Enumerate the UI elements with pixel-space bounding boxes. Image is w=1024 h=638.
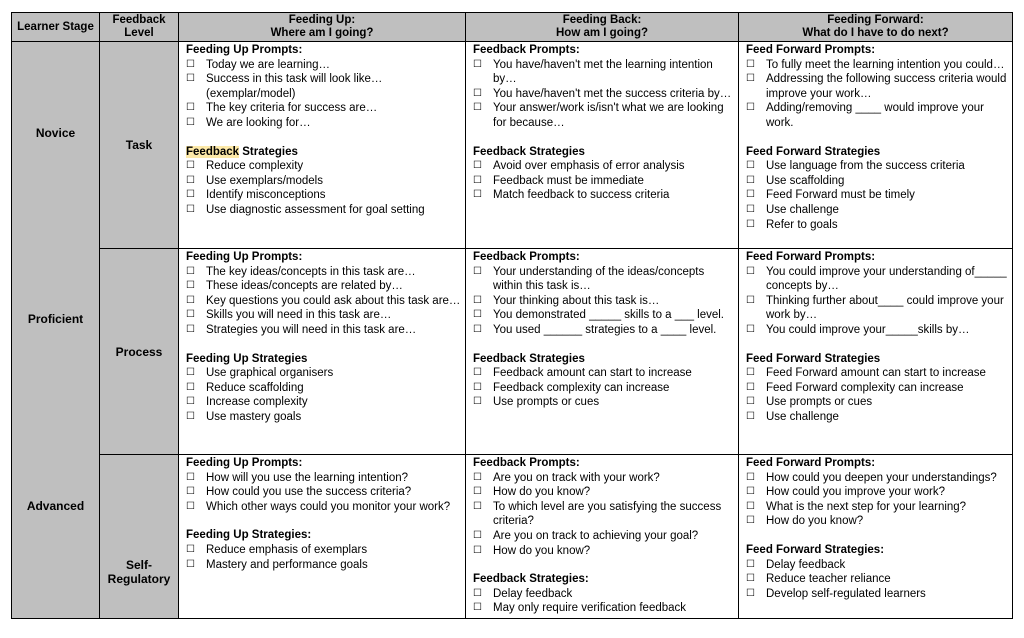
- prompts-heading: Feedback Prompts:: [473, 44, 580, 56]
- prompts-heading: Feed Forward Prompts:: [746, 44, 876, 56]
- checkbox-icon: ☐: [473, 102, 482, 114]
- list-item: [746, 485, 1008, 500]
- list-item: [186, 159, 461, 174]
- self-regulatory-feeding-back-cell: [466, 455, 739, 619]
- strategies-heading: [473, 352, 734, 367]
- list-item-text: We are looking for…: [206, 116, 311, 129]
- list-item-text: Success in this task will look like…(exemplar/model): [206, 73, 383, 100]
- list-item: [746, 514, 1008, 529]
- list-item: [186, 294, 461, 309]
- cell-content: [179, 42, 465, 218]
- process-feeding-forward-cell: [739, 249, 1013, 455]
- list-item-text: To which level are you satisfying the success criteria?: [493, 500, 722, 528]
- list-item-text: Use mastery goals: [206, 410, 302, 423]
- checkbox-icon: ☐: [473, 396, 482, 408]
- checkbox-icon: ☐: [473, 58, 482, 70]
- list-item: [473, 485, 734, 500]
- list-item-text: Today we are learning…: [206, 58, 331, 71]
- task-feeding-up-cell: [179, 42, 466, 249]
- list-item: [473, 366, 734, 381]
- list-item-text: Your answer/work is/isn't what we are looking for because…: [493, 102, 724, 129]
- list-item: [186, 101, 461, 116]
- strategies-heading-text: Feeding Up Strategies: [186, 352, 308, 365]
- checkbox-icon: ☐: [186, 558, 195, 570]
- prompts-heading: Feeding Up Prompts:: [186, 44, 303, 56]
- list-item-text: Feed Forward complexity can increase: [766, 381, 964, 394]
- checkbox-icon: ☐: [186, 58, 195, 70]
- list-item: [746, 188, 1008, 203]
- list-item-text: Use prompts or cues: [493, 396, 600, 409]
- checkbox-icon: ☐: [186, 203, 195, 215]
- cell-content: [179, 249, 465, 425]
- list-item: [473, 87, 734, 102]
- list-item: [186, 471, 461, 486]
- checkbox-icon: ☐: [186, 471, 195, 483]
- list-item-text: To fully meet the learning intention you could…: [766, 58, 1005, 71]
- list-item: [746, 395, 1008, 410]
- list-item: [473, 381, 734, 396]
- list-item-text: Use diagnostic assessment for goal setting: [206, 203, 425, 216]
- list-item-text: Match feedback to success criteria: [493, 189, 670, 202]
- list-item: [746, 174, 1008, 189]
- list-item-text: Use graphical organisers: [206, 367, 334, 380]
- list-item-text: Feed Forward must be timely: [766, 189, 915, 202]
- list-item-text: Increase complexity: [206, 396, 308, 409]
- list-item-text: Mastery and performance goals: [206, 558, 368, 571]
- checkbox-icon: ☐: [746, 573, 755, 585]
- strategies-heading-text: Strategies: [239, 145, 298, 158]
- checkbox-icon: ☐: [473, 189, 482, 201]
- spacer: [473, 338, 734, 352]
- prompts-heading: Feedback Prompts:: [473, 457, 580, 469]
- list-item-text: Are you on track with your work?: [493, 471, 660, 484]
- list-item: [186, 174, 461, 189]
- list-item-text: Identify misconceptions: [206, 189, 326, 202]
- list-item: [186, 308, 461, 323]
- checkbox-icon: ☐: [746, 73, 755, 85]
- cell-content: [739, 249, 1012, 425]
- self-regulatory-feeding-forward-cell: [739, 455, 1013, 619]
- list-item: [473, 308, 734, 323]
- list-item: [186, 203, 461, 218]
- list-item-text: Feed Forward amount can start to increase: [766, 367, 986, 380]
- learner-stage-column: [12, 42, 100, 619]
- list-item-text: These ideas/concepts are related by…: [206, 280, 403, 293]
- checkbox-icon: ☐: [473, 486, 482, 498]
- list-item-text: Your understanding of the ideas/concepts within this task is…: [493, 265, 705, 293]
- checkbox-icon: ☐: [746, 515, 755, 527]
- list-item-text: You used ______ strategies to a ____ level.: [493, 323, 717, 336]
- checkbox-icon: ☐: [746, 471, 755, 483]
- list-item: [473, 500, 734, 529]
- list-item: [473, 294, 734, 309]
- strategies-heading: [186, 528, 461, 543]
- list-item-text: Avoid over emphasis of error analysis: [493, 160, 685, 173]
- checkbox-icon: ☐: [473, 587, 482, 599]
- list-item-text: You could improve your_____skills by…: [766, 323, 970, 336]
- list-item-text: How do you know?: [493, 486, 591, 499]
- list-item-text: Use language from the success criteria: [766, 160, 965, 173]
- list-item-text: Delay feedback: [493, 587, 573, 600]
- list-item: [473, 601, 734, 616]
- task-feeding-back-cell: [466, 42, 739, 249]
- list-item: [473, 159, 734, 174]
- list-item: [473, 323, 734, 338]
- list-item-text: You have/haven't met the learning intention by…: [493, 58, 713, 86]
- checkbox-icon: ☐: [186, 174, 195, 186]
- list-item: [186, 485, 461, 500]
- list-item-text: You have/haven't met the success criteria by…: [493, 87, 732, 100]
- checkbox-icon: ☐: [186, 265, 195, 277]
- header-feeding-back: Feeding Back: How am I going?: [466, 13, 739, 42]
- list-item-text: What is the next step for your learning?: [766, 500, 967, 513]
- list-item: [186, 72, 461, 101]
- strategies-heading: [186, 352, 461, 367]
- list-item: [746, 381, 1008, 396]
- checkbox-icon: ☐: [186, 309, 195, 321]
- header-feeding-forward: Feeding Forward: What do I have to do next?: [739, 13, 1013, 42]
- self-regulatory-feeding-up-cell: [179, 455, 466, 619]
- checkbox-icon: ☐: [186, 280, 195, 292]
- checkbox-icon: ☐: [473, 500, 482, 512]
- list-item: [186, 366, 461, 381]
- list-item: [473, 529, 734, 544]
- list-item: [186, 395, 461, 410]
- list-item: [746, 101, 1008, 130]
- prompts-heading: Feeding Up Prompts:: [186, 251, 303, 263]
- spacer: [473, 131, 734, 145]
- list-item: [746, 366, 1008, 381]
- list-item-text: Thinking further about____ could improve your work by…: [766, 294, 1004, 322]
- strategies-heading: [746, 543, 1008, 558]
- list-item-text: Use prompts or cues: [766, 396, 873, 409]
- list-item-text: Reduce teacher reliance: [766, 573, 891, 586]
- checkbox-icon: ☐: [746, 58, 755, 70]
- list-item: [746, 265, 1008, 294]
- checkbox-icon: ☐: [473, 529, 482, 541]
- table-row: [12, 455, 1013, 619]
- list-item: [186, 500, 461, 515]
- list-item-text: How could you deepen your understandings?: [766, 471, 997, 484]
- checkbox-icon: ☐: [746, 294, 755, 306]
- list-item: [473, 188, 734, 203]
- list-item-text: Feedback amount can start to increase: [493, 367, 692, 380]
- list-item-text: Skills you will need in this task are…: [206, 309, 392, 322]
- list-item-text: May only require verification feedback: [493, 602, 687, 615]
- list-item-text: Feedback must be immediate: [493, 174, 644, 187]
- stage-novice: Novice: [35, 126, 76, 140]
- strategies-heading: [473, 572, 734, 587]
- highlighted-word: Feedback: [186, 145, 240, 158]
- spacer: [746, 529, 1008, 543]
- prompts-heading: Feedback Prompts:: [473, 251, 580, 263]
- list-item: [746, 58, 1008, 73]
- checkbox-icon: ☐: [746, 381, 755, 393]
- checkbox-icon: ☐: [746, 102, 755, 114]
- checkbox-icon: ☐: [473, 544, 482, 556]
- feedback-level-task: Task: [100, 42, 179, 249]
- strategies-heading: [746, 145, 1008, 160]
- checkbox-icon: ☐: [746, 396, 755, 408]
- list-item: [186, 116, 461, 131]
- list-item-text: Which other ways could you monitor your work?: [206, 500, 451, 513]
- checkbox-icon: ☐: [473, 174, 482, 186]
- list-item: [746, 558, 1008, 573]
- list-item-text: You could improve your understanding of_____ concepts by…: [766, 265, 1007, 293]
- list-item-text: Use scaffolding: [766, 174, 845, 187]
- list-item: [473, 544, 734, 559]
- cell-content: [739, 42, 1012, 232]
- spacer: [746, 338, 1008, 352]
- strategies-heading: [186, 145, 461, 160]
- list-item: [473, 174, 734, 189]
- header-feeding-up: Feeding Up: Where am I going?: [179, 13, 466, 42]
- checkbox-icon: ☐: [186, 500, 195, 512]
- list-item: [186, 543, 461, 558]
- list-item-text: The key criteria for success are…: [206, 102, 378, 115]
- list-item: [473, 587, 734, 602]
- strategies-heading-text: Feedback Strategies: [473, 145, 585, 158]
- checkbox-icon: ☐: [473, 309, 482, 321]
- list-item: [186, 58, 461, 73]
- checkbox-icon: ☐: [746, 587, 755, 599]
- cell-content: [466, 249, 738, 410]
- list-item: [746, 410, 1008, 425]
- prompts-heading: Feed Forward Prompts:: [746, 251, 876, 263]
- checkbox-icon: ☐: [746, 203, 755, 215]
- list-item-text: How could you improve your work?: [766, 486, 945, 499]
- spacer: [746, 131, 1008, 145]
- checkbox-icon: ☐: [746, 323, 755, 335]
- prompts-heading: Feed Forward Prompts:: [746, 457, 876, 469]
- checkbox-icon: ☐: [186, 160, 195, 172]
- prompts-heading: Feeding Up Prompts:: [186, 457, 303, 469]
- list-item-text: How do you know?: [766, 515, 864, 528]
- list-item-text: Addressing the following success criteria would improve your work…: [766, 73, 1007, 100]
- list-item: [186, 265, 461, 280]
- feedback-level-process: Process: [100, 249, 179, 455]
- checkbox-icon: ☐: [746, 160, 755, 172]
- checkbox-icon: ☐: [186, 396, 195, 408]
- spacer: [473, 558, 734, 572]
- list-item: [186, 381, 461, 396]
- cell-content: [466, 455, 738, 616]
- list-item: [746, 587, 1008, 602]
- checkbox-icon: ☐: [746, 189, 755, 201]
- list-item: [186, 323, 461, 338]
- checkbox-icon: ☐: [473, 87, 482, 99]
- strategies-heading-text: Feeding Up Strategies:: [186, 529, 312, 542]
- checkbox-icon: ☐: [473, 294, 482, 306]
- checkbox-icon: ☐: [186, 410, 195, 422]
- list-item: [473, 101, 734, 130]
- list-item-text: Use challenge: [766, 410, 839, 423]
- cell-content: [739, 455, 1012, 601]
- checkbox-icon: ☐: [186, 189, 195, 201]
- spacer: [186, 338, 461, 352]
- checkbox-icon: ☐: [186, 367, 195, 379]
- header-learner-stage: Learner Stage: [12, 13, 100, 42]
- list-item-text: The key ideas/concepts in this task are…: [206, 265, 416, 278]
- stage-proficient: Proficient: [27, 312, 84, 326]
- list-item-text: Delay feedback: [766, 558, 846, 571]
- checkbox-icon: ☐: [746, 410, 755, 422]
- list-item-text: How will you use the learning intention?: [206, 471, 409, 484]
- list-item: [746, 294, 1008, 323]
- strategies-heading: [746, 352, 1008, 367]
- checkbox-icon: ☐: [186, 486, 195, 498]
- stage-advanced: Advanced: [26, 499, 85, 513]
- list-item-text: Your thinking about this task is…: [493, 294, 660, 307]
- strategies-heading-text: Feed Forward Strategies:: [746, 543, 885, 556]
- checkbox-icon: ☐: [473, 323, 482, 335]
- list-item-text: Key questions you could ask about this task are…: [206, 294, 461, 307]
- strategies-heading-text: Feedback Strategies:: [473, 573, 589, 586]
- list-item-text: How do you know?: [493, 544, 591, 557]
- process-feeding-back-cell: [466, 249, 739, 455]
- strategies-heading-text: Feedback Strategies: [473, 352, 585, 365]
- list-item-text: You demonstrated _____ skills to a ___ level.: [493, 309, 725, 322]
- list-item: [746, 203, 1008, 218]
- list-item: [186, 279, 461, 294]
- checkbox-icon: ☐: [186, 294, 195, 306]
- spacer: [186, 514, 461, 528]
- checkbox-icon: ☐: [473, 160, 482, 172]
- list-item: [746, 500, 1008, 515]
- strategies-heading: [473, 145, 734, 160]
- list-item-text: Adding/removing ____ would improve your work.: [766, 102, 984, 129]
- feedback-level-self-regulatory: Self-Regulatory: [100, 455, 179, 619]
- checkbox-icon: ☐: [473, 471, 482, 483]
- list-item: [746, 572, 1008, 587]
- list-item: [473, 58, 734, 87]
- checkbox-icon: ☐: [746, 367, 755, 379]
- checkbox-icon: ☐: [746, 558, 755, 570]
- table-row: [12, 249, 1013, 455]
- list-item: [746, 218, 1008, 233]
- list-item: [473, 395, 734, 410]
- cell-content: [466, 42, 738, 203]
- checkbox-icon: ☐: [186, 323, 195, 335]
- strategies-heading-text: Feed Forward Strategies: [746, 145, 881, 158]
- list-item: [186, 188, 461, 203]
- list-item-text: Develop self-regulated learners: [766, 587, 926, 600]
- list-item: [746, 159, 1008, 174]
- strategies-heading-text: Feed Forward Strategies: [746, 352, 881, 365]
- table-row: [12, 42, 1013, 249]
- task-feeding-forward-cell: [739, 42, 1013, 249]
- list-item: [186, 410, 461, 425]
- checkbox-icon: ☐: [746, 174, 755, 186]
- feedback-framework-table: [11, 12, 1013, 619]
- checkbox-icon: ☐: [473, 381, 482, 393]
- header-feedback-level: Feedback Level: [100, 13, 179, 42]
- cell-content: [179, 455, 465, 572]
- list-item-text: Use exemplars/models: [206, 174, 323, 187]
- list-item-text: Are you on track to achieving your goal?: [493, 529, 699, 542]
- checkbox-icon: ☐: [746, 265, 755, 277]
- checkbox-icon: ☐: [746, 218, 755, 230]
- list-item: [746, 323, 1008, 338]
- checkbox-icon: ☐: [473, 602, 482, 614]
- list-item-text: Feedback complexity can increase: [493, 381, 670, 394]
- checkbox-icon: ☐: [746, 500, 755, 512]
- list-item: [473, 265, 734, 294]
- list-item-text: Reduce scaffolding: [206, 381, 304, 394]
- list-item: [746, 471, 1008, 486]
- checkbox-icon: ☐: [473, 265, 482, 277]
- checkbox-icon: ☐: [186, 116, 195, 128]
- list-item-text: Use challenge: [766, 203, 839, 216]
- checkbox-icon: ☐: [186, 381, 195, 393]
- header-row: [12, 13, 1013, 42]
- list-item-text: Reduce emphasis of exemplars: [206, 543, 368, 556]
- process-feeding-up-cell: [179, 249, 466, 455]
- list-item-text: Refer to goals: [766, 218, 838, 231]
- list-item: [186, 558, 461, 573]
- list-item: [473, 471, 734, 486]
- checkbox-icon: ☐: [746, 486, 755, 498]
- list-item: [746, 72, 1008, 101]
- checkbox-icon: ☐: [186, 543, 195, 555]
- checkbox-icon: ☐: [186, 102, 195, 114]
- list-item-text: How could you use the success criteria?: [206, 486, 412, 499]
- checkbox-icon: ☐: [186, 73, 195, 85]
- list-item-text: Strategies you will need in this task are…: [206, 323, 417, 336]
- checkbox-icon: ☐: [473, 367, 482, 379]
- spacer: [186, 131, 461, 145]
- list-item-text: Reduce complexity: [206, 160, 304, 173]
